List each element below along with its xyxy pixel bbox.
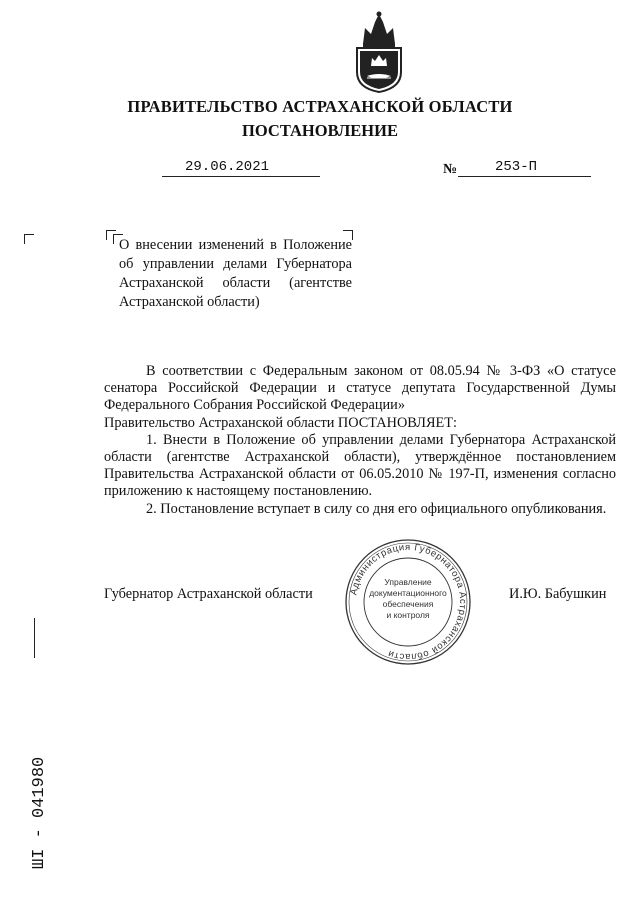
body-paragraph: 1. Внести в Положение об управлении делами Губернатора Астраханской области (агентстве Астраханской области), утверждённое постановлением Правительства Астраханской области от 06.05.2010 № 197-П, изменения согласно приложению к настоящему постановлению. bbox=[104, 431, 616, 500]
stamp-line: обеспечения bbox=[382, 599, 434, 609]
document-body bbox=[104, 363, 616, 518]
margin-line bbox=[34, 618, 35, 658]
document-type-title: ПОСТАНОВЛЕНИЕ bbox=[242, 121, 398, 140]
signatory-position: Губернатор Астраханской области bbox=[104, 586, 313, 602]
document-subject: О внесении изменений в Положение об управлении делами Губернатора Астраханской области (агентстве Астраханской области) bbox=[119, 237, 352, 310]
serial-number-mark bbox=[27, 713, 49, 873]
stamp-line: документационного bbox=[369, 588, 447, 598]
corner-mark bbox=[24, 234, 34, 244]
body-paragraph: 2. Постановление вступает в силу со дня его официального опубликования. bbox=[146, 500, 607, 517]
coat-of-arms-icon bbox=[349, 10, 409, 94]
signatory-name: И.Ю. Бабушкин bbox=[509, 586, 607, 602]
document-date: 29.06.2021 bbox=[184, 159, 269, 175]
government-title: ПРАВИТЕЛЬСТВО АСТРАХАНСКОЙ ОБЛАСТИ bbox=[127, 97, 513, 116]
stamp-line: и контроля bbox=[386, 610, 430, 620]
stamp-line: Управление bbox=[384, 577, 432, 587]
body-paragraph: В соответствии с Федеральным законом от 08.05.94 № 3-ФЗ «О статусе сенатора Российской Федерации и статусе депутата Государственной Думы Федерального Собрания Российской Федерации» bbox=[104, 363, 616, 414]
official-stamp bbox=[343, 537, 473, 667]
stamp-ring-text: Администрация Губернатора Астраханской области bbox=[348, 541, 469, 663]
number-sign: № bbox=[443, 162, 458, 177]
svg-text:ШI - 041980: ШI - 041980 bbox=[30, 756, 49, 869]
body-paragraph: Правительство Астраханской области ПОСТАНОВЛЯЕТ: bbox=[104, 414, 457, 431]
document-number: 253-П bbox=[494, 159, 537, 175]
